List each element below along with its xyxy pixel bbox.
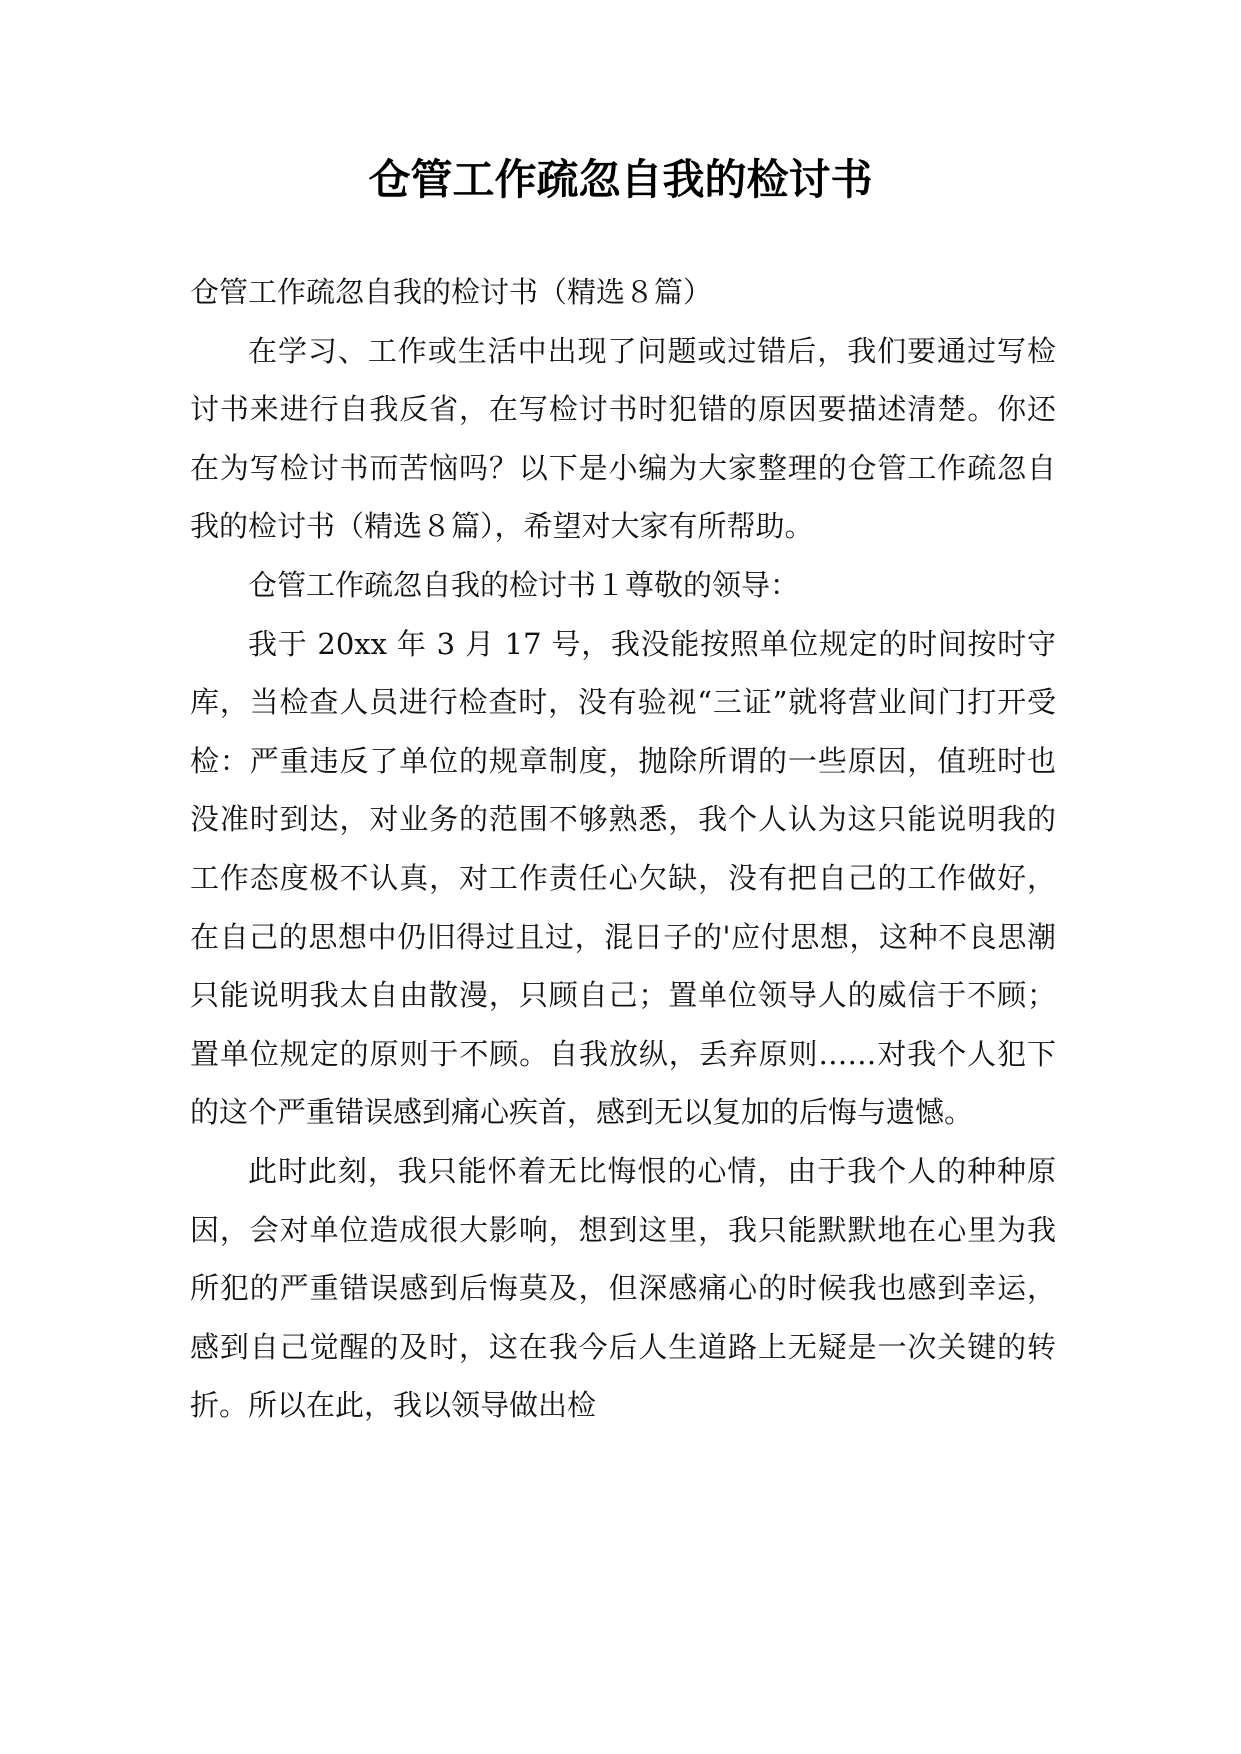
- section-heading-1: 仓管工作疏忽自我的检讨书１尊敬的领导：: [248, 567, 800, 602]
- document-body: [190, 263, 1056, 1435]
- document-subtitle: 仓管工作疏忽自我的检讨书（精选８篇）: [190, 275, 713, 309]
- body-paragraph-2: 此时此刻，我只能怀着无比悔恨的心情，由于我个人的种种原因，会对单位造成很大影响，想到这里，我只能默默地在心里为我所犯的严重错误感到后悔莫及，但深感痛心的时候我也感到幸运，感到自己觉醒的及时，这在我今后人生道路上无疑是一次关键的转折。所以在此，我以领导做出检: [190, 1153, 1056, 1423]
- body-paragraph-1: 我于 20xx 年 3 月 17 号，我没能按照单位规定的时间按时守库，当检查人员进行检查时，没有验视“三证”就将营业间门打开受检：严重违反了单位的规章制度，抛除所谓的一些原因，值班时也没准时到达，对业务的范围不够熟悉，我个人认为这只能说明我的工作态度极不认真，对工作责任心欠缺，没有把自己的工作做好，在自己的思想中仍旧得过且过，混日子的'应付思想，这种不良思潮只能说明我太自由散漫，只顾自己；置单位领导人的威信于不顾；置单位规定的原则于不顾。自我放纵，丢弃原则……对我个人犯下的这个严重错误感到痛心疾首，感到无以复加的后悔与遗憾。: [190, 626, 1056, 1130]
- document-title: 仓管工作疏忽自我的检讨书: [368, 155, 873, 204]
- intro-paragraph: 在学习、工作或生活中出现了问题或过错后，我们要通过写检讨书来进行自我反省，在写检讨书时犯错的原因要描述清楚。你还在为写检讨书而苦恼吗？以下是小编为大家整理的仓管工作疏忽自我的检讨书（精选８篇），希望对大家有所帮助。: [190, 333, 1056, 544]
